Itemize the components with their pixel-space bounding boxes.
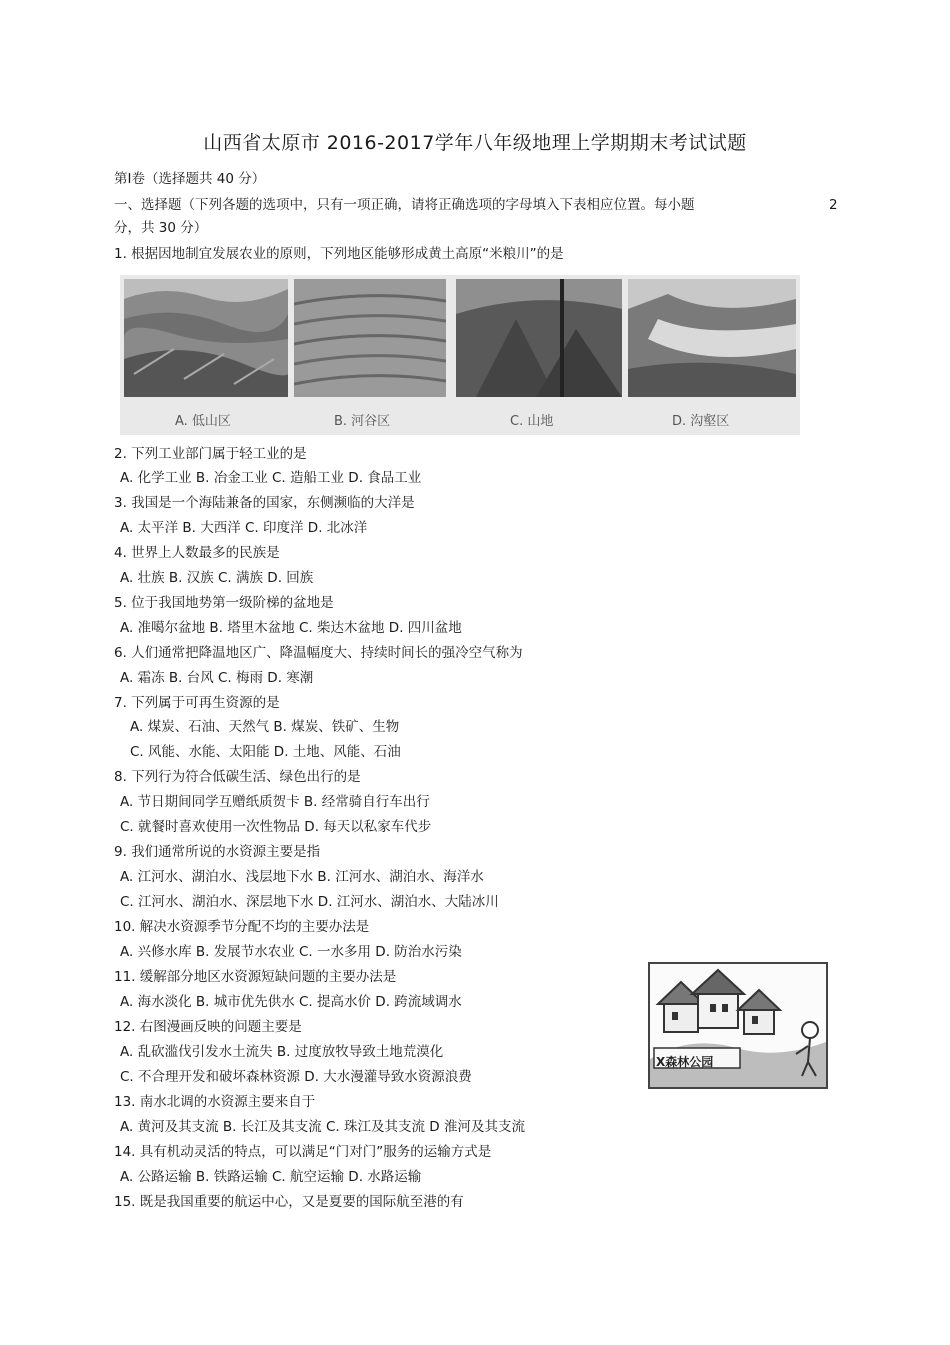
photo-low-mountain [124, 279, 288, 397]
question-12-stem: 12. 右图漫画反映的问题主要是 [114, 1019, 302, 1035]
question-12-options-2: C. 不合理开发和破坏森林资源 D. 大水漫灌导致水资源浪费 [120, 1069, 472, 1085]
question-5-options: A. 准噶尔盆地 B. 塔里木盆地 C. 柴达木盆地 D. 四川盆地 [120, 620, 462, 636]
photo-label-a: A. 低山区 [175, 414, 231, 429]
question-14-stem: 14. 具有机动灵活的特点，可以满足“门对门”服务的运输方式是 [114, 1144, 492, 1160]
instruction-line-1: 一、选择题（下列各题的选项中，只有一项正确，请将正确选项的字母填入下表相应位置。每小题 [114, 197, 695, 213]
photo-label-b: B. 河谷区 [334, 414, 391, 429]
question-9-options-1: A. 江河水、湖泊水、浅层地下水 B. 江河水、湖泊水、海洋水 [120, 869, 484, 885]
question-13-stem: 13. 南水北调的水资源主要来自于 [114, 1094, 316, 1110]
question-7-options-1: A. 煤炭、石油、天然气 B. 煤炭、铁矿、生物 [130, 719, 400, 735]
question-3-stem: 3. 我国是一个海陆兼备的国家，东侧濒临的大洋是 [114, 495, 415, 511]
question-11-stem: 11. 缓解部分地区水资源短缺问题的主要办法是 [114, 969, 397, 985]
question-2-options: A. 化学工业 B. 冶金工业 C. 造船工业 D. 食品工业 [120, 470, 422, 486]
photo-mountain [456, 279, 622, 397]
question-1-stem: 1. 根据因地制宜发展农业的原则，下列地区能够形成黄土高原“米粮川”的是 [114, 246, 564, 262]
question-9-options-2: C. 江河水、湖泊水、深层地下水 D. 江河水、湖泊水、大陆冰川 [120, 894, 499, 910]
photo-label-c: C. 山地 [510, 414, 554, 429]
question-6-options: A. 霜冻 B. 台风 C. 梅雨 D. 寒潮 [120, 670, 314, 686]
question-5-stem: 5. 位于我国地势第一级阶梯的盆地是 [114, 595, 334, 611]
question-12-options-1: A. 乱砍滥伐引发水土流失 B. 过度放牧导致土地荒漠化 [120, 1044, 444, 1060]
photo-gully [628, 279, 796, 397]
question-10-options: A. 兴修水库 B. 发展节水农业 C. 一水多用 D. 防治水污染 [120, 944, 462, 960]
instruction-score: 2 [829, 197, 838, 213]
question-9-stem: 9. 我们通常所说的水资源主要是指 [114, 844, 321, 860]
section-heading: 第Ⅰ卷（选择题共 40 分） [114, 171, 266, 187]
instruction-line-2: 分，共 30 分） [114, 220, 208, 236]
forest-park-cartoon [648, 962, 828, 1089]
question-7-options-2: C. 风能、水能、太阳能 D. 土地、风能、石油 [130, 744, 401, 760]
question-8-options-1: A. 节日期间同学互赠纸质贺卡 B. 经常骑自行车出行 [120, 794, 430, 810]
question-3-options: A. 太平洋 B. 大西洋 C. 印度洋 D. 北冰洋 [120, 520, 368, 536]
landform-photo-strip [120, 275, 800, 435]
question-4-options: A. 壮族 B. 汉族 C. 满族 D. 回族 [120, 570, 314, 586]
page-title: 山西省太原市 2016-2017学年八年级地理上学期期末考试试题 [203, 132, 747, 154]
question-13-options: A. 黄河及其支流 B. 长江及其支流 C. 珠江及其支流 D 淮河及其支流 [120, 1119, 525, 1135]
question-11-options: A. 海水淡化 B. 城市优先供水 C. 提高水价 D. 跨流域调水 [120, 994, 462, 1010]
question-15-stem: 15. 既是我国重要的航运中心，又是夏要的国际航至港的有 [114, 1194, 464, 1210]
question-10-stem: 10. 解决水资源季节分配不均的主要办法是 [114, 919, 370, 935]
photo-label-d: D. 沟壑区 [672, 414, 730, 429]
question-14-options: A. 公路运输 B. 铁路运输 C. 航空运输 D. 水路运输 [120, 1169, 422, 1185]
photo-river-valley [294, 279, 446, 397]
question-7-stem: 7. 下列属于可再生资源的是 [114, 695, 280, 711]
question-2-stem: 2. 下列工业部门属于轻工业的是 [114, 446, 307, 462]
question-6-stem: 6. 人们通常把降温地区广、降温幅度大、持续时间长的强冷空气称为 [114, 645, 523, 661]
cartoon-sign: X森林公园 [656, 1055, 714, 1069]
question-8-options-2: C. 就餐时喜欢使用一次性物品 D. 每天以私家车代步 [120, 819, 432, 835]
question-4-stem: 4. 世界上人数最多的民族是 [114, 545, 280, 561]
question-8-stem: 8. 下列行为符合低碳生活、绿色出行的是 [114, 769, 361, 785]
